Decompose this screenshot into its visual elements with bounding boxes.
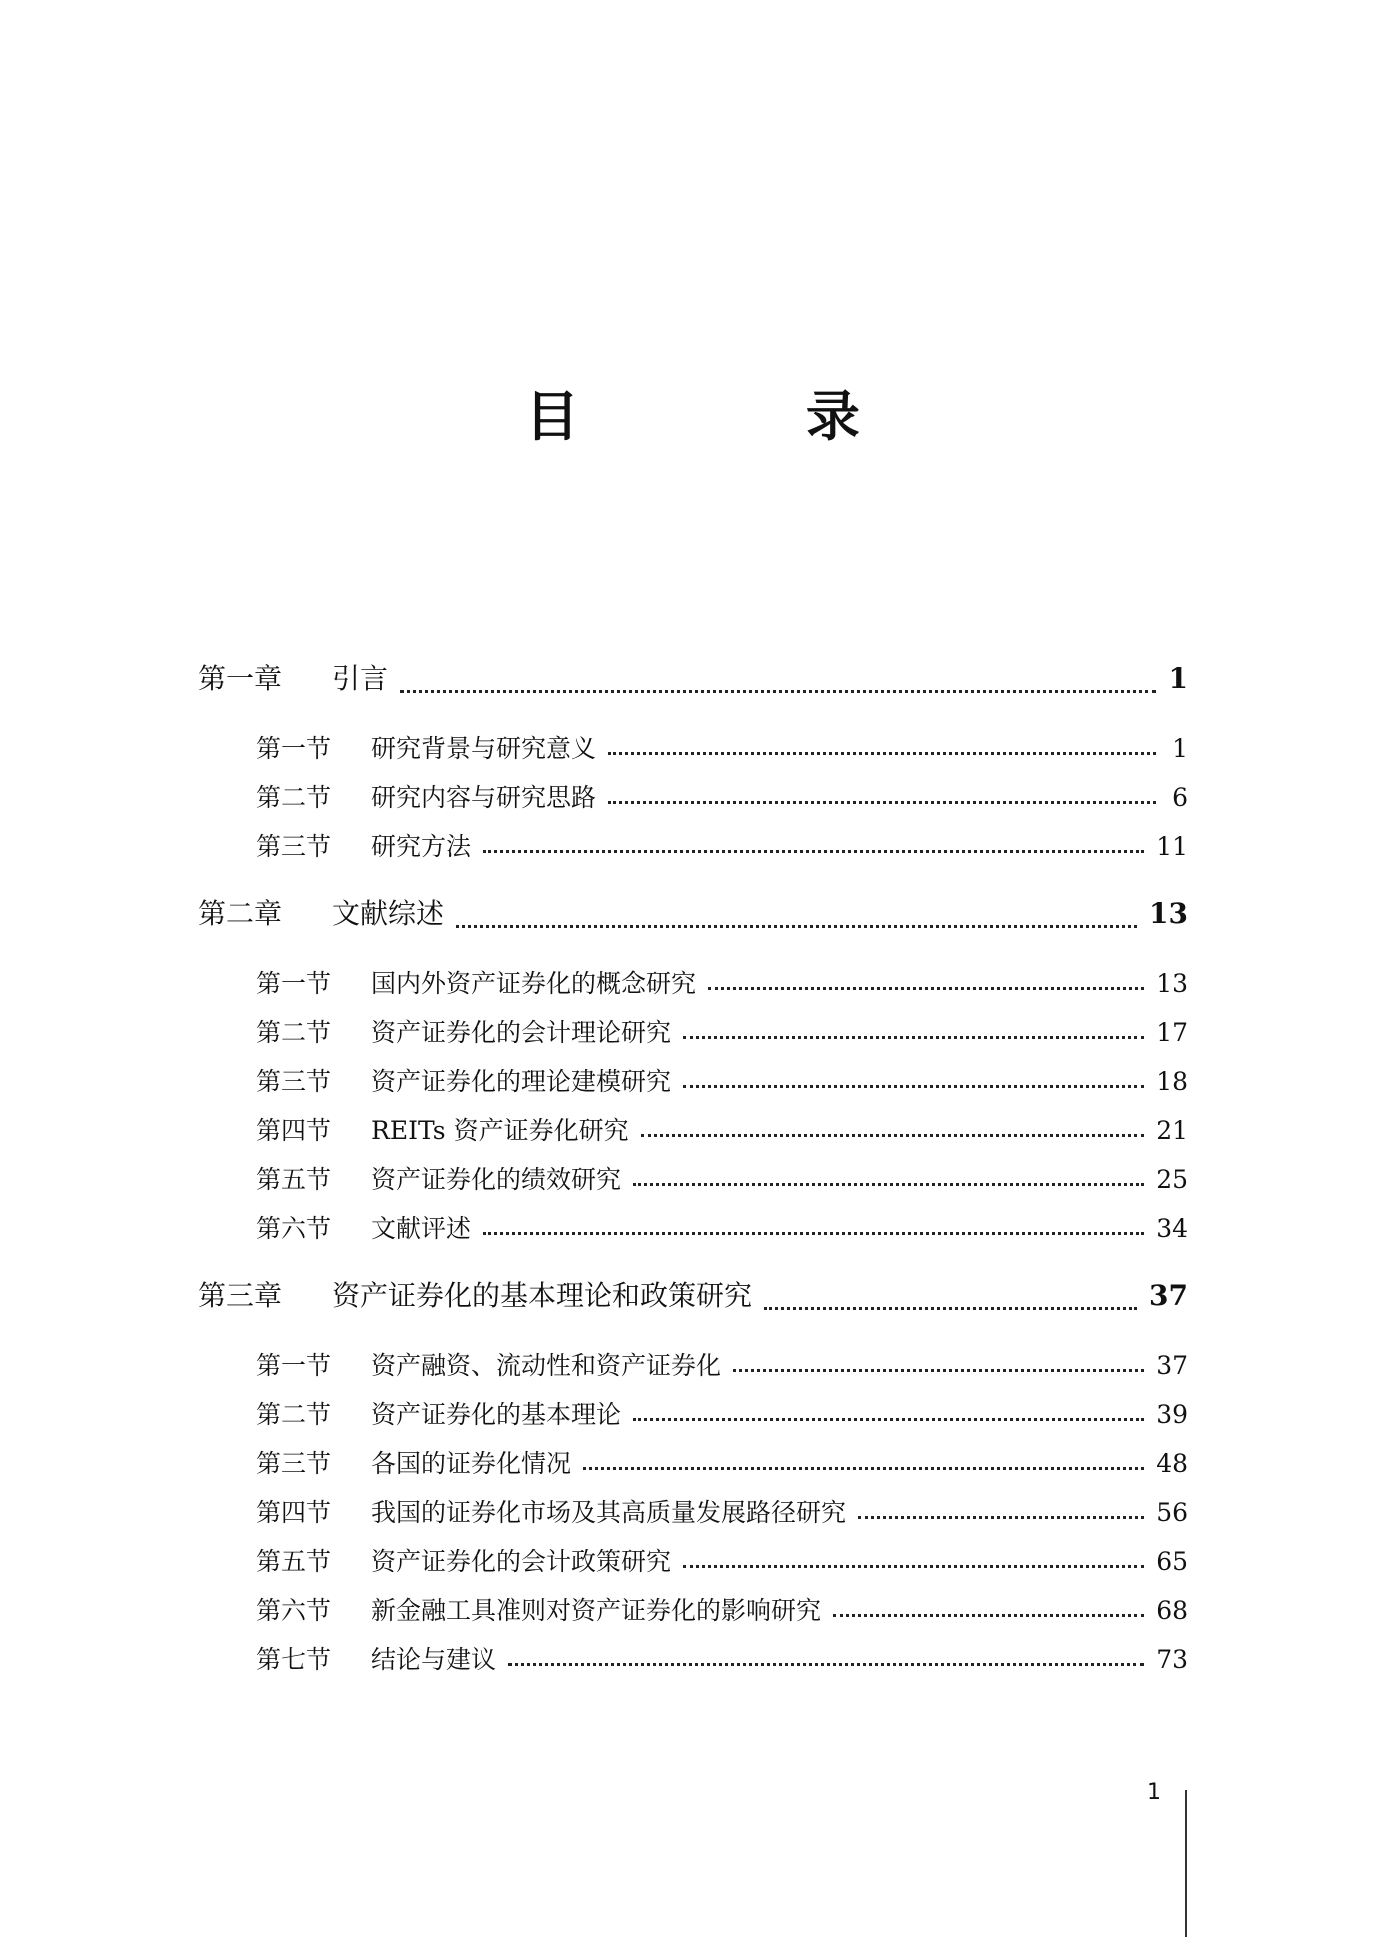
- toc-page-number: 73: [1156, 1645, 1188, 1674]
- dot-leader: [641, 1134, 1145, 1137]
- toc-entry-title: 研究方法: [371, 832, 472, 861]
- toc-section-row[interactable]: [198, 1155, 1188, 1204]
- toc-page-number: 48: [1156, 1449, 1188, 1478]
- toc-entry-title: 文献评述: [371, 1214, 472, 1243]
- toc-entry-label: 第五节: [256, 1547, 332, 1576]
- toc-entry-title: 引言: [332, 662, 389, 695]
- toc-page-number: 37: [1156, 1351, 1188, 1380]
- toc-entry-title: 文献综述: [332, 897, 445, 930]
- toc-page-number: 56: [1156, 1498, 1188, 1527]
- toc-entry-title: 研究内容与研究思路: [371, 783, 597, 812]
- dot-leader: [833, 1614, 1144, 1617]
- dot-leader: [683, 1565, 1144, 1568]
- dot-leader: [708, 987, 1144, 990]
- toc-entry-title: 结论与建议: [371, 1645, 497, 1674]
- toc-section-row[interactable]: [198, 1057, 1188, 1106]
- edge-rule: [1185, 1790, 1187, 1937]
- toc-entry-label: 第二节: [256, 783, 332, 812]
- toc-section-row[interactable]: [198, 822, 1188, 871]
- toc-entry-label: 第二节: [256, 1400, 332, 1429]
- folio-page-number: 1: [1147, 1780, 1161, 1805]
- dot-leader: [583, 1467, 1144, 1470]
- toc-page-number: 25: [1156, 1165, 1188, 1194]
- toc-entry-label: 第一节: [256, 734, 332, 763]
- toc-entry-title: 资产融资、流动性和资产证券化: [371, 1351, 722, 1380]
- dot-leader: [608, 752, 1156, 755]
- toc-entry-title: 资产证券化的会计政策研究: [371, 1547, 672, 1576]
- toc-entry-label: 第三节: [256, 832, 332, 861]
- dot-leader: [683, 1036, 1144, 1039]
- toc-section-row[interactable]: [198, 724, 1188, 773]
- toc-page-number: 11: [1156, 832, 1188, 861]
- toc-page-number: 68: [1156, 1596, 1188, 1625]
- toc-entry-title: 研究背景与研究意义: [371, 734, 597, 763]
- toc-page-number: 13: [1156, 969, 1188, 998]
- toc-entry-title: REITs 资产证券化研究: [371, 1116, 629, 1145]
- dot-leader: [400, 690, 1156, 693]
- toc-section-row[interactable]: [198, 1204, 1188, 1253]
- toc-section-row[interactable]: [198, 1439, 1188, 1488]
- toc-page-number: 39: [1156, 1400, 1188, 1429]
- toc-page-number: 65: [1156, 1547, 1188, 1576]
- toc-entry-label: 第五节: [256, 1165, 332, 1194]
- toc-page-number: 1: [1172, 734, 1188, 763]
- toc-chapter-row[interactable]: [198, 885, 1188, 959]
- toc-entry-title: 资产证券化的基本理论: [371, 1400, 622, 1429]
- toc-section-row[interactable]: [198, 1537, 1188, 1586]
- dot-leader: [633, 1183, 1144, 1186]
- toc-entry-label: 第六节: [256, 1214, 332, 1243]
- toc-entry-label: 第四节: [256, 1116, 332, 1145]
- toc-entry-label: 第六节: [256, 1596, 332, 1625]
- toc-section-row[interactable]: [198, 1635, 1188, 1684]
- dot-leader: [764, 1307, 1137, 1310]
- table-of-contents: [198, 650, 1188, 1684]
- toc-page-number: 17: [1156, 1018, 1188, 1047]
- toc-entry-title: 资产证券化的基本理论和政策研究: [332, 1279, 753, 1312]
- toc-entry-label: 第三章: [198, 1279, 283, 1312]
- toc-entry-title: 各国的证券化情况: [371, 1449, 572, 1478]
- toc-section-row[interactable]: [198, 959, 1188, 1008]
- toc-entry-title: 资产证券化的会计理论研究: [371, 1018, 672, 1047]
- toc-section-row[interactable]: [198, 1008, 1188, 1057]
- toc-entry-title: 资产证券化的绩效研究: [371, 1165, 622, 1194]
- toc-entry-label: 第七节: [256, 1645, 332, 1674]
- toc-entry-label: 第二节: [256, 1018, 332, 1047]
- toc-page-number: 18: [1156, 1067, 1188, 1096]
- toc-section-row[interactable]: [198, 1341, 1188, 1390]
- toc-entry-label: 第一节: [256, 969, 332, 998]
- toc-entry-title: 国内外资产证券化的概念研究: [371, 969, 697, 998]
- toc-section-row[interactable]: [198, 773, 1188, 822]
- toc-entry-label: 第一章: [198, 662, 283, 695]
- toc-entry-label: 第四节: [256, 1498, 332, 1527]
- dot-leader: [733, 1369, 1144, 1372]
- toc-section-row[interactable]: [198, 1390, 1188, 1439]
- dot-leader: [483, 1232, 1144, 1235]
- dot-leader: [483, 850, 1144, 853]
- dot-leader: [508, 1663, 1144, 1666]
- toc-section-row[interactable]: [198, 1488, 1188, 1537]
- toc-entry-label: 第三节: [256, 1067, 332, 1096]
- toc-page-number: 13: [1149, 897, 1188, 930]
- dot-leader: [608, 801, 1156, 804]
- dot-leader: [858, 1516, 1144, 1519]
- toc-page-number: 6: [1172, 783, 1188, 812]
- toc-page-number: 37: [1149, 1279, 1188, 1312]
- toc-entry-label: 第三节: [256, 1449, 332, 1478]
- dot-leader: [683, 1085, 1144, 1088]
- toc-entry-label: 第二章: [198, 897, 283, 930]
- toc-section-row[interactable]: [198, 1106, 1188, 1155]
- toc-entry-title: 资产证券化的理论建模研究: [371, 1067, 672, 1096]
- page-title: 目 录: [525, 385, 964, 448]
- toc-page-number: 21: [1156, 1116, 1188, 1145]
- toc-page-number: 34: [1156, 1214, 1188, 1243]
- toc-entry-title: 我国的证券化市场及其高质量发展路径研究: [371, 1498, 847, 1527]
- toc-page-number: 1: [1168, 662, 1188, 695]
- toc-entry-label: 第一节: [256, 1351, 332, 1380]
- toc-section-row[interactable]: [198, 1586, 1188, 1635]
- toc-chapter-row[interactable]: [198, 1267, 1188, 1341]
- dot-leader: [456, 925, 1137, 928]
- dot-leader: [633, 1418, 1144, 1421]
- toc-chapter-row[interactable]: [198, 650, 1188, 724]
- toc-entry-title: 新金融工具准则对资产证券化的影响研究: [371, 1596, 822, 1625]
